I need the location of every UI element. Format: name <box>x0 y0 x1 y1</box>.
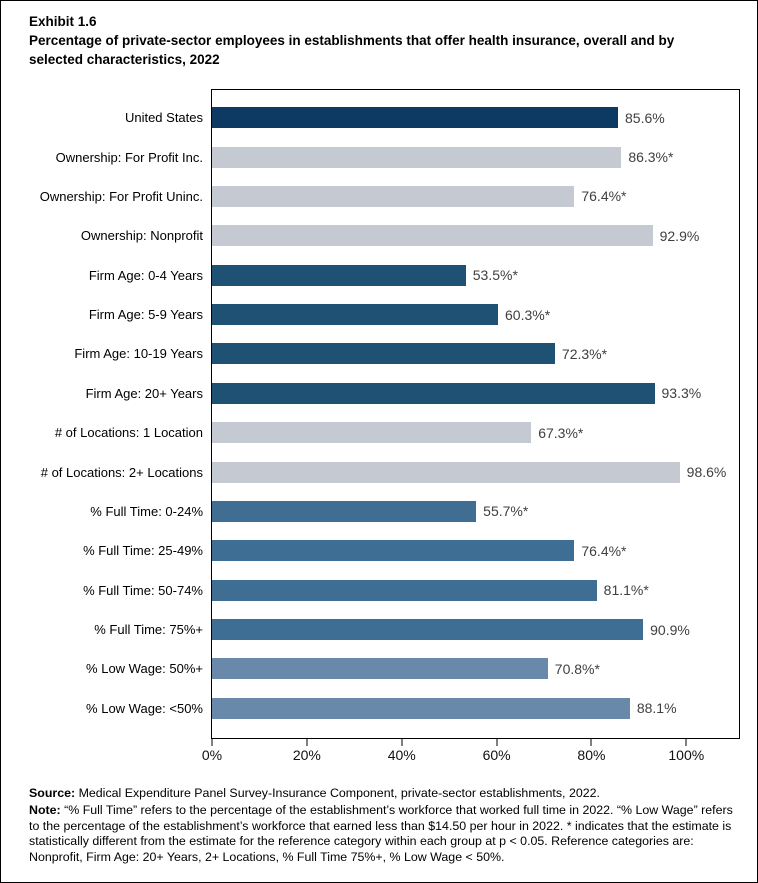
category-label: Ownership: For Profit Uninc. <box>39 188 203 204</box>
plot-area <box>39 89 740 763</box>
bar-row <box>54 422 739 443</box>
x-axis-tick-label: 60% <box>482 747 511 763</box>
bar <box>212 658 548 679</box>
value-label: 72.3%* <box>561 345 608 362</box>
bar-row <box>39 186 739 207</box>
category-label: Ownership: Nonprofit <box>80 228 203 244</box>
x-axis-tick-label: 80% <box>577 747 606 763</box>
value-label: 70.8%* <box>554 660 600 677</box>
bar-row <box>85 383 739 404</box>
bar-row <box>86 658 739 679</box>
value-label: 85.6% <box>625 109 665 126</box>
category-label: Firm Age: 0-4 Years <box>88 267 203 283</box>
bar <box>212 225 653 246</box>
category-label: % Low Wage: 50%+ <box>86 661 203 677</box>
category-label: Ownership: For Profit Inc. <box>55 149 203 165</box>
bar <box>212 698 630 719</box>
exhibit-label: Exhibit 1.6 <box>29 14 97 29</box>
x-axis-tick-label: 20% <box>292 747 321 763</box>
value-label: 55.7%* <box>483 503 529 520</box>
bar <box>212 147 621 168</box>
value-label: 92.9% <box>659 227 700 244</box>
value-label: 98.6% <box>686 464 727 481</box>
bar <box>212 462 680 483</box>
source-line <box>29 785 745 801</box>
value-label: 67.3%* <box>538 424 584 441</box>
note-text: “% Full Time” refers to the percentage of the establishment’s workforce that worked full time in 2022. “% Low Wage” refers to the percentage of the establishment’s workforce that earned less than $14.50 per hour in 2022. * indicates that the estimate is statistically different from the estimate for the reference category within each group at p < 0.05. Reference categories are: Nonprofit, Firm Age: 20+ Years, 2+ Locations, % Full Time 75%+, % Low Wage < 50%. <box>29 803 733 864</box>
bar-row <box>90 501 739 522</box>
source-text: Medical Expenditure Panel Survey-Insurance Component, private-sector establishments, 2022. <box>75 786 600 800</box>
bar-row <box>83 540 739 561</box>
category-label: # of Locations: 1 Location <box>54 425 203 441</box>
bar <box>212 540 574 561</box>
x-axis-tick <box>591 738 592 746</box>
value-label: 81.1%* <box>603 582 649 599</box>
note-label: Note: <box>29 803 61 817</box>
bar <box>212 619 643 640</box>
bar-row <box>124 107 739 128</box>
category-label: Firm Age: 5-9 Years <box>88 307 203 323</box>
bar <box>212 580 597 601</box>
bar <box>212 383 655 404</box>
x-axis-tick <box>686 738 687 746</box>
value-label: 60.3%* <box>505 306 551 323</box>
x-axis-tick-label: 100% <box>668 747 705 763</box>
category-label: % Low Wage: <50% <box>86 700 203 716</box>
bar-row <box>86 698 739 719</box>
category-label: # of Locations: 2+ Locations <box>40 464 203 480</box>
category-label: % Full Time: 50-74% <box>83 582 203 598</box>
x-axis-tick <box>496 738 497 746</box>
category-label: % Full Time: 75%+ <box>94 622 203 638</box>
bar-rows <box>39 90 739 738</box>
bar-row <box>40 462 739 483</box>
value-label: 86.3%* <box>628 149 674 166</box>
value-label: 90.9% <box>650 621 690 638</box>
source-label: Source: <box>29 786 76 800</box>
category-label: Firm Age: 20+ Years <box>85 385 203 401</box>
value-label: 88.1% <box>636 700 677 717</box>
bar-row <box>88 304 739 325</box>
bar <box>212 343 555 364</box>
bar-row <box>88 265 739 286</box>
x-axis-tick <box>212 738 213 746</box>
value-label: 76.4%* <box>581 188 627 205</box>
value-label: 93.3% <box>661 385 702 402</box>
bar <box>212 265 466 286</box>
bar-row <box>94 619 739 640</box>
category-label: % Full Time: 0-24% <box>90 503 203 519</box>
bar-row <box>74 343 739 364</box>
value-label: 53.5%* <box>472 267 518 284</box>
bar <box>212 107 618 128</box>
x-axis-tick-label: 0% <box>201 747 223 763</box>
category-label: Firm Age: 10-19 Years <box>74 346 203 362</box>
bar <box>212 186 574 207</box>
bar <box>212 501 476 522</box>
x-axis-tick <box>401 738 402 746</box>
chart-title: Percentage of private-sector employees in establishments that offer health insurance, overall and by selected characteristics, 2022 <box>29 33 675 67</box>
value-label: 76.4%* <box>581 542 627 559</box>
bar-row <box>83 580 739 601</box>
bar <box>212 422 531 443</box>
note-line <box>29 803 745 865</box>
category-label: United States <box>124 110 203 126</box>
title-block <box>29 12 724 69</box>
bar-row <box>80 225 739 246</box>
bar-row <box>55 147 739 168</box>
category-label: % Full Time: 25-49% <box>83 543 203 559</box>
bar <box>212 304 498 325</box>
x-axis-tick <box>306 738 307 746</box>
x-axis-tick-label: 40% <box>387 747 416 763</box>
footer-notes <box>29 785 745 865</box>
